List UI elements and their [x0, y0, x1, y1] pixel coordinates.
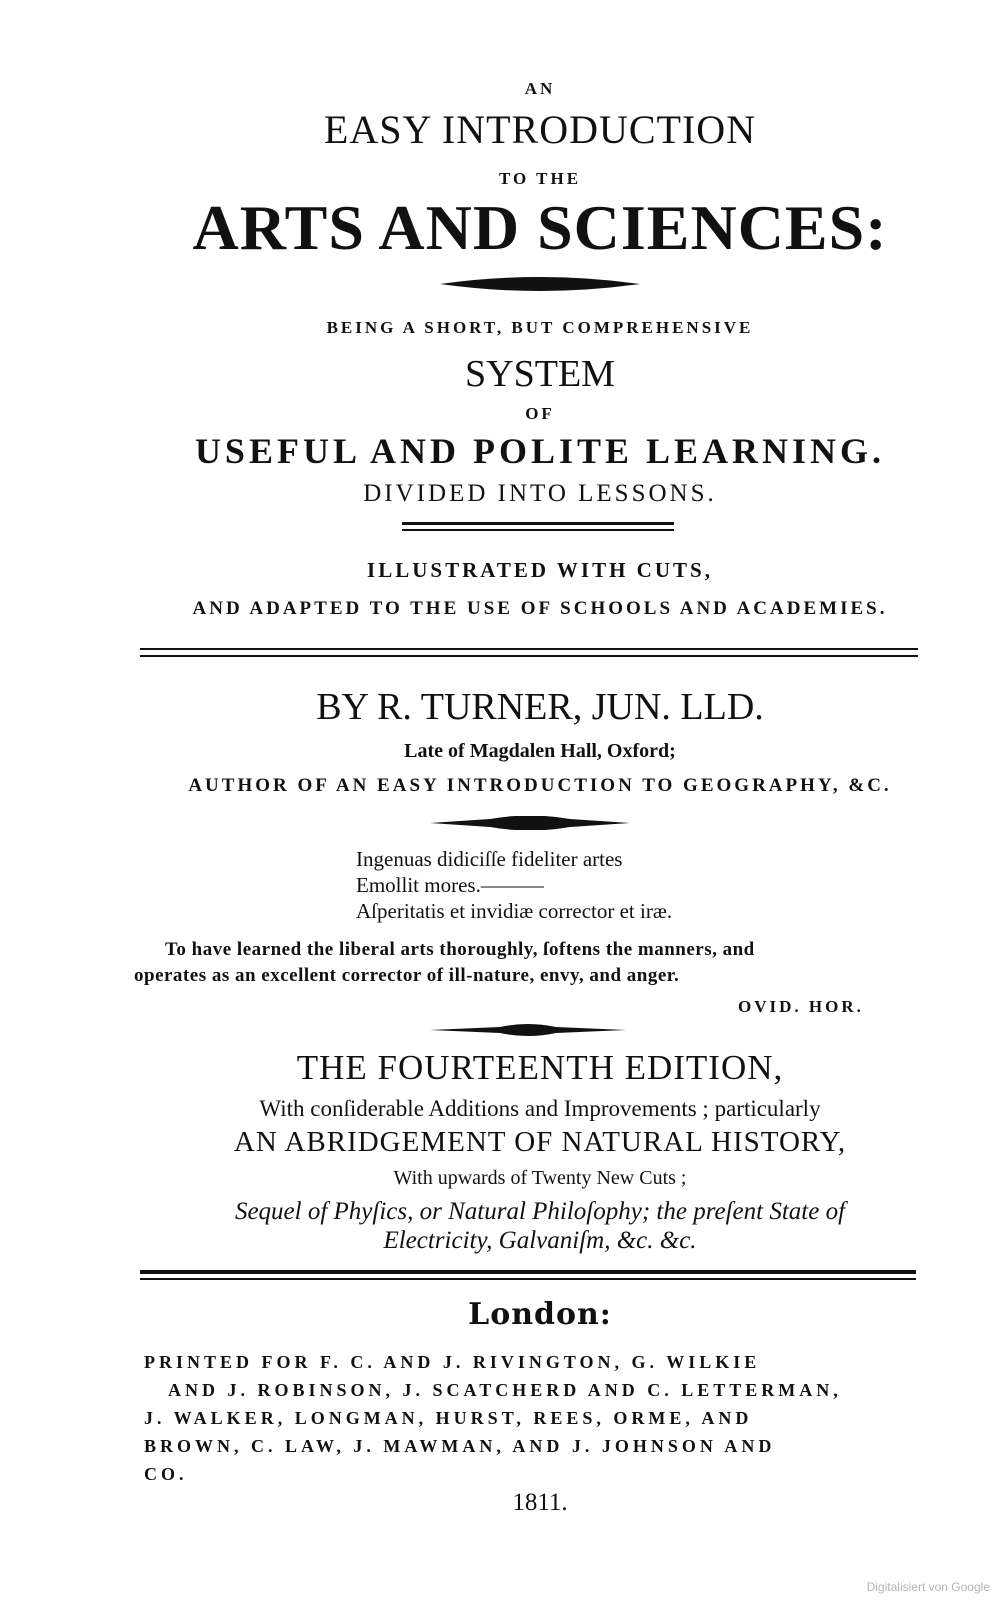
title-being-short: BEING A SHORT, BUT COMPREHENSIVE [326, 318, 754, 337]
double-rule-short [402, 522, 674, 525]
epigraph-english-line-1: To have learned the liberal arts thoroughly, ſoftens the manners, and [165, 939, 755, 960]
epigraph-english-line-2: operates as an excellent corrector of ill-nature, envy, and anger. [134, 965, 680, 986]
author-byline: BY R. TURNER, JUN. LLD. [316, 686, 764, 728]
digitization-watermark: Digitalisiert von Google [866, 1580, 990, 1594]
edition-sequel-line-2: Electricity, Galvaniſm, &c. &c. [383, 1227, 697, 1254]
title-arts-and-sciences: ARTS AND SCIENCES: [192, 192, 888, 263]
title-useful-learning: USEFUL AND POLITE LEARNING. [194, 431, 886, 471]
double-rule-wide [140, 648, 918, 650]
title-to-the: TO THE [498, 169, 582, 188]
edition-abridgement: AN ABRIDGEMENT OF NATURAL HISTORY, [233, 1126, 847, 1158]
edition-fourteenth: THE FOURTEENTH EDITION, [296, 1048, 784, 1087]
imprint-printed-line-1: PRINTED FOR F. C. AND J. RIVINGTON, G. WILKIE [144, 1352, 761, 1372]
double-rule-wide-2 [140, 655, 918, 657]
edition-additions: With conſiderable Additions and Improvements ; particularly [259, 1096, 821, 1121]
imprint-printed-line-5: CO. [144, 1464, 188, 1484]
epigraph-latin-line-2: Emollit mores.——— [356, 873, 544, 897]
imprint-printed-line-4: BROWN, C. LAW, J. MAWMAN, AND J. JOHNSON AND [144, 1436, 776, 1456]
title-divided: DIVIDED INTO LESSONS. [363, 480, 717, 507]
imprint-printed-line-3: J. WALKER, LONGMAN, HURST, REES, ORME, AND [144, 1408, 753, 1428]
edition-new-cuts: With upwards of Twenty New Cuts ; [393, 1167, 687, 1189]
imprint-printed-line-2: AND J. ROBINSON, J. SCATCHERD AND C. LETTERMAN, [168, 1380, 842, 1400]
ornament-divider-3 [430, 1024, 626, 1036]
title-an: AN [524, 79, 556, 98]
title-illustrated: ILLUSTRATED WITH CUTS, [367, 558, 713, 582]
heavy-rule-2 [140, 1278, 916, 1280]
title-adapted: AND ADAPTED TO THE USE OF SCHOOLS AND ACADEMIES. [192, 598, 888, 619]
imprint-year: 1811. [512, 1489, 568, 1516]
heavy-rule [140, 1270, 916, 1274]
epigraph-latin-line-3: Aſperitatis et invidiæ corrector et iræ. [356, 899, 673, 923]
ornament-divider-2 [430, 816, 630, 830]
imprint-london: London: [468, 1297, 612, 1332]
double-rule-short-2 [402, 529, 674, 531]
epigraph-attribution: OVID. HOR. [738, 997, 864, 1016]
author-author-of: AUTHOR OF AN EASY INTRODUCTION TO GEOGRAPHY, &C. [188, 775, 892, 796]
title-of: OF [525, 404, 555, 423]
title-easy-introduction: EASY INTRODUCTION [323, 107, 757, 152]
epigraph-latin-line-1: Ingenuas didiciſſe fideliter artes [356, 847, 623, 871]
title-system: SYSTEM [465, 353, 615, 395]
ornament-divider-1 [440, 276, 640, 292]
edition-sequel-line-1: Sequel of Phyſics, or Natural Philoſophy; the preſent State of [234, 1198, 846, 1225]
author-late-of: Late of Magdalen Hall, Oxford; [404, 740, 676, 762]
